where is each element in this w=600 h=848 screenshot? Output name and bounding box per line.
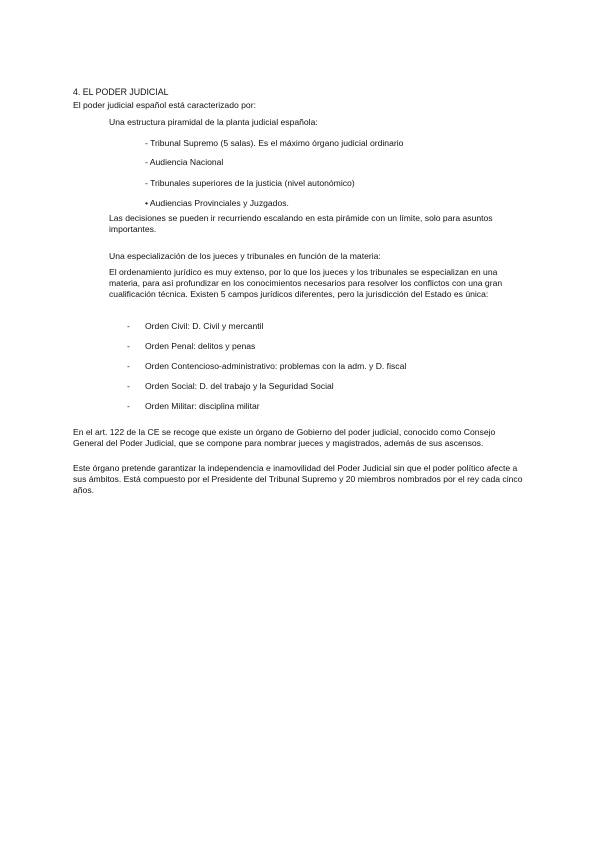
dash-marker: - bbox=[127, 321, 130, 331]
order-penal: Orden Penal: delitos y penas bbox=[145, 341, 256, 351]
order-contencioso: Orden Contencioso-administrativo: problemas con la adm. y D. fiscal bbox=[145, 361, 407, 371]
intro-text: El poder judicial español está caracterizado por: bbox=[73, 100, 256, 110]
section-heading: 4. EL PODER JUDICIAL bbox=[73, 87, 169, 97]
order-militar: Orden Militar: disciplina militar bbox=[145, 401, 260, 411]
dash-marker: - bbox=[127, 381, 130, 391]
specialization-paragraph: El ordenamiento jurídico es muy extenso, por lo que los jueces y los tribunales se especializan en una materia, para así profundizar en los conocimientos necesarios para resolver los conflictos con una gran cualificación técnica. Existen 5 campos jurídicos diferentes, pero la jurisdicción del Estado es única: bbox=[109, 267, 503, 300]
section-title-specialization: Una especialización de los jueces y tribunales en función de la materia: bbox=[109, 251, 381, 261]
list-item-tribunal-supremo: - Tribunal Supremo (5 salas). Es el máximo órgano judicial ordinario bbox=[145, 138, 404, 148]
order-civil: Orden Civil: D. Civil y mercantil bbox=[145, 321, 264, 331]
dash-marker: - bbox=[127, 361, 130, 371]
section-title-structure: Una estructura piramidal de la planta judicial española: bbox=[109, 117, 318, 127]
dash-marker: - bbox=[127, 401, 130, 411]
order-social: Orden Social: D. del trabajo y la Seguridad Social bbox=[145, 381, 334, 391]
closing-paragraph-independence: Este órgano pretende garantizar la independencia e inamovilidad del Poder Judicial sin que el poder político afecte a sus ámbitos. Está compuesto por el Presidente del Tribunal Supremo y 20 miembros nombrados por el rey cada cinco años. bbox=[73, 463, 523, 496]
dash-marker: - bbox=[127, 341, 130, 351]
list-item-audiencia-nacional: - Audiencia Nacional bbox=[145, 157, 224, 167]
structure-note: Las decisiones se pueden ir recurriendo escalando en esta pirámide con un límite, solo para asuntos importantes. bbox=[109, 213, 493, 235]
list-item-audiencias-provinciales: • Audiencias Provinciales y Juzgados. bbox=[145, 198, 289, 208]
list-item-tribunales-superiores: - Tribunales superiores de la justicia (nivel autonómico) bbox=[145, 178, 355, 188]
closing-paragraph-cgpj: En el art. 122 de la CE se recoge que existe un órgano de Gobierno del poder judicial, conocido como Consejo General del Poder Judicial, que se compone para nombrar jueces y magistrados, además de sus ascensos. bbox=[73, 427, 496, 449]
